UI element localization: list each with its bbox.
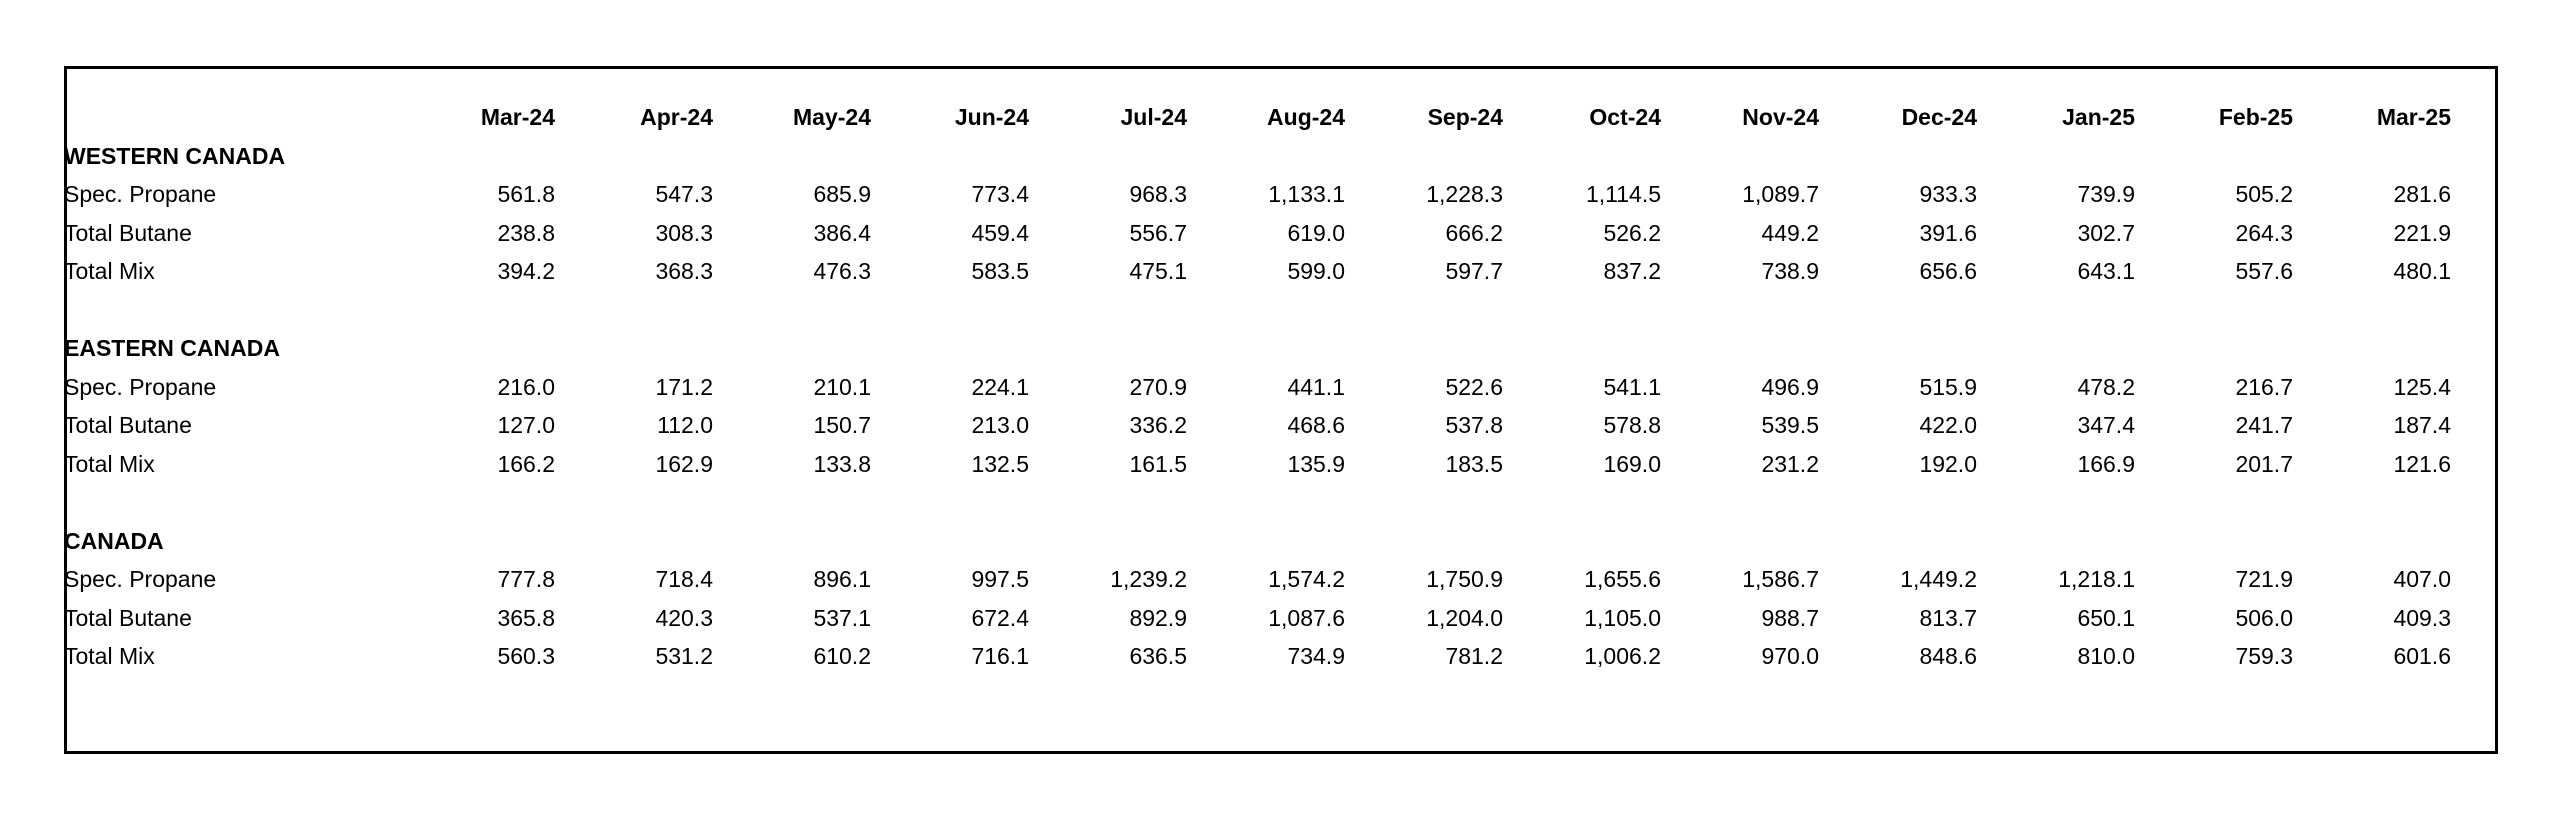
row-label: Total Mix xyxy=(64,643,155,670)
value-cell: 988.7 xyxy=(1761,604,1819,631)
row-label: Spec. Propane xyxy=(64,181,217,208)
value-cell: 896.1 xyxy=(813,566,871,593)
value-cell: 837.2 xyxy=(1603,258,1661,285)
table-row xyxy=(64,445,2451,484)
value-cell: 386.4 xyxy=(813,219,871,246)
value-cell: 459.4 xyxy=(971,219,1029,246)
value-cell: 1,239.2 xyxy=(1110,566,1187,593)
value-cell: 666.2 xyxy=(1445,219,1503,246)
value-cell: 1,006.2 xyxy=(1584,643,1661,670)
value-cell: 213.0 xyxy=(971,412,1029,439)
value-cell: 739.9 xyxy=(2077,181,2135,208)
value-cell: 813.7 xyxy=(1919,604,1977,631)
value-cell: 718.4 xyxy=(655,566,713,593)
month-header: Mar-25 xyxy=(2376,104,2451,131)
value-cell: 541.1 xyxy=(1603,373,1661,400)
value-cell: 302.7 xyxy=(2077,219,2135,246)
value-cell: 112.0 xyxy=(657,412,713,439)
value-cell: 1,449.2 xyxy=(1900,566,1977,593)
value-cell: 238.8 xyxy=(497,219,555,246)
value-cell: 560.3 xyxy=(497,643,555,670)
month-header: Dec-24 xyxy=(1901,104,1977,131)
value-cell: 216.0 xyxy=(497,373,555,400)
value-cell: 531.2 xyxy=(655,643,713,670)
value-cell: 656.6 xyxy=(1919,258,1977,285)
value-cell: 1,586.7 xyxy=(1742,566,1819,593)
value-cell: 505.2 xyxy=(2235,181,2293,208)
value-cell: 685.9 xyxy=(813,181,871,208)
section-title-row xyxy=(64,330,2451,369)
value-cell: 201.7 xyxy=(2235,450,2293,477)
month-header: Jul-24 xyxy=(1120,104,1187,131)
month-header: May-24 xyxy=(793,104,871,131)
value-cell: 409.3 xyxy=(2393,604,2451,631)
value-cell: 221.9 xyxy=(2393,219,2451,246)
row-label: Spec. Propane xyxy=(64,373,217,400)
value-cell: 216.7 xyxy=(2235,373,2293,400)
value-cell: 365.8 xyxy=(497,604,555,631)
table-row xyxy=(64,599,2451,638)
value-cell: 781.2 xyxy=(1445,643,1503,670)
value-cell: 578.8 xyxy=(1603,412,1661,439)
value-cell: 1,655.6 xyxy=(1584,566,1661,593)
month-header: Mar-24 xyxy=(480,104,555,131)
value-cell: 347.4 xyxy=(2077,412,2135,439)
value-cell: 968.3 xyxy=(1129,181,1187,208)
value-cell: 1,089.7 xyxy=(1742,181,1819,208)
value-cell: 166.9 xyxy=(2077,450,2135,477)
month-header: Jun-24 xyxy=(954,104,1029,131)
value-cell: 892.9 xyxy=(1129,604,1187,631)
value-cell: 777.8 xyxy=(497,566,555,593)
value-cell: 441.1 xyxy=(1287,373,1345,400)
row-label: Total Mix xyxy=(64,450,155,477)
value-cell: 599.0 xyxy=(1287,258,1345,285)
value-cell: 997.5 xyxy=(971,566,1029,593)
top-spacer-row xyxy=(64,60,2451,99)
value-cell: 187.4 xyxy=(2393,412,2451,439)
section-title: WESTERN CANADA xyxy=(64,142,286,169)
section-title-row xyxy=(64,137,2451,176)
value-cell: 759.3 xyxy=(2235,643,2293,670)
section-spacer-row xyxy=(64,291,2451,330)
value-cell: 1,204.0 xyxy=(1426,604,1503,631)
value-cell: 557.6 xyxy=(2235,258,2293,285)
value-cell: 650.1 xyxy=(2077,604,2135,631)
value-cell: 420.3 xyxy=(655,604,713,631)
value-cell: 738.9 xyxy=(1761,258,1819,285)
value-cell: 133.8 xyxy=(813,450,871,477)
value-cell: 169.0 xyxy=(1603,450,1661,477)
value-cell: 561.8 xyxy=(497,181,555,208)
value-cell: 224.1 xyxy=(971,373,1029,400)
value-cell: 547.3 xyxy=(655,181,713,208)
value-cell: 132.5 xyxy=(971,450,1029,477)
row-label: Total Butane xyxy=(64,604,192,631)
value-cell: 522.6 xyxy=(1445,373,1503,400)
value-cell: 468.6 xyxy=(1287,412,1345,439)
table-row xyxy=(64,253,2451,292)
month-header: Feb-25 xyxy=(2218,104,2293,131)
value-cell: 610.2 xyxy=(813,643,871,670)
value-cell: 1,105.0 xyxy=(1584,604,1661,631)
month-header: Oct-24 xyxy=(1589,104,1661,131)
value-cell: 721.9 xyxy=(2235,566,2293,593)
inventory-table xyxy=(64,60,2451,676)
section-title: CANADA xyxy=(64,527,164,554)
row-label: Total Mix xyxy=(64,258,155,285)
month-header-row xyxy=(64,99,2451,138)
value-cell: 422.0 xyxy=(1919,412,1977,439)
value-cell: 1,087.6 xyxy=(1268,604,1345,631)
value-cell: 539.5 xyxy=(1761,412,1819,439)
value-cell: 162.9 xyxy=(655,450,713,477)
month-header: Jan-25 xyxy=(2062,104,2135,131)
value-cell: 368.3 xyxy=(655,258,713,285)
value-cell: 171.2 xyxy=(655,373,713,400)
value-cell: 150.7 xyxy=(813,412,871,439)
table-row xyxy=(64,176,2451,215)
month-header: Apr-24 xyxy=(640,104,713,131)
row-label: Total Butane xyxy=(64,412,192,439)
value-cell: 135.9 xyxy=(1287,450,1345,477)
value-cell: 308.3 xyxy=(655,219,713,246)
value-cell: 127.0 xyxy=(497,412,555,439)
value-cell: 672.4 xyxy=(971,604,1029,631)
value-cell: 1,574.2 xyxy=(1268,566,1345,593)
value-cell: 264.3 xyxy=(2235,219,2293,246)
value-cell: 716.1 xyxy=(971,643,1029,670)
value-cell: 597.7 xyxy=(1445,258,1503,285)
month-header: Aug-24 xyxy=(1267,104,1345,131)
section-title-row xyxy=(64,522,2451,561)
value-cell: 121.6 xyxy=(2393,450,2451,477)
value-cell: 526.2 xyxy=(1603,219,1661,246)
value-cell: 1,114.5 xyxy=(1585,181,1661,208)
value-cell: 210.1 xyxy=(813,373,871,400)
value-cell: 970.0 xyxy=(1761,643,1819,670)
value-cell: 636.5 xyxy=(1129,643,1187,670)
value-cell: 270.9 xyxy=(1129,373,1187,400)
value-cell: 449.2 xyxy=(1761,219,1819,246)
value-cell: 231.2 xyxy=(1761,450,1819,477)
value-cell: 161.5 xyxy=(1129,450,1187,477)
row-label: Spec. Propane xyxy=(64,566,217,593)
value-cell: 1,228.3 xyxy=(1426,181,1503,208)
spacer-cell xyxy=(64,60,397,99)
value-cell: 773.4 xyxy=(971,181,1029,208)
value-cell: 336.2 xyxy=(1129,412,1187,439)
table-row xyxy=(64,214,2451,253)
value-cell: 1,750.9 xyxy=(1426,566,1503,593)
value-cell: 192.0 xyxy=(1919,450,1977,477)
value-cell: 496.9 xyxy=(1761,373,1819,400)
value-cell: 476.3 xyxy=(813,258,871,285)
value-cell: 183.5 xyxy=(1445,450,1503,477)
value-cell: 391.6 xyxy=(1919,219,1977,246)
value-cell: 480.1 xyxy=(2393,258,2451,285)
value-cell: 407.0 xyxy=(2393,566,2451,593)
value-cell: 643.1 xyxy=(2077,258,2135,285)
value-cell: 281.6 xyxy=(2393,181,2451,208)
section-title: EASTERN CANADA xyxy=(64,335,280,362)
value-cell: 583.5 xyxy=(971,258,1029,285)
section-spacer-row xyxy=(64,484,2451,523)
value-cell: 810.0 xyxy=(2077,643,2135,670)
value-cell: 475.1 xyxy=(1129,258,1187,285)
table-row xyxy=(64,638,2451,677)
value-cell: 166.2 xyxy=(497,450,555,477)
value-cell: 394.2 xyxy=(497,258,555,285)
value-cell: 537.1 xyxy=(813,604,871,631)
value-cell: 478.2 xyxy=(2077,373,2135,400)
value-cell: 601.6 xyxy=(2393,643,2451,670)
header-blank-cell xyxy=(64,99,397,138)
spacer-cell xyxy=(64,484,397,523)
value-cell: 125.4 xyxy=(2393,373,2451,400)
value-cell: 619.0 xyxy=(1287,219,1345,246)
table-row xyxy=(64,407,2451,446)
value-cell: 556.7 xyxy=(1129,219,1187,246)
value-cell: 933.3 xyxy=(1919,181,1977,208)
value-cell: 1,218.1 xyxy=(2058,566,2135,593)
value-cell: 241.7 xyxy=(2235,412,2293,439)
value-cell: 734.9 xyxy=(1287,643,1345,670)
table-row xyxy=(64,561,2451,600)
value-cell: 537.8 xyxy=(1445,412,1503,439)
value-cell: 848.6 xyxy=(1919,643,1977,670)
spacer-cell xyxy=(64,291,397,330)
month-header: Sep-24 xyxy=(1427,104,1503,131)
value-cell: 515.9 xyxy=(1919,373,1977,400)
value-cell: 506.0 xyxy=(2235,604,2293,631)
table-row xyxy=(64,368,2451,407)
month-header: Nov-24 xyxy=(1742,104,1819,131)
value-cell: 1,133.1 xyxy=(1268,181,1345,208)
row-label: Total Butane xyxy=(64,219,192,246)
